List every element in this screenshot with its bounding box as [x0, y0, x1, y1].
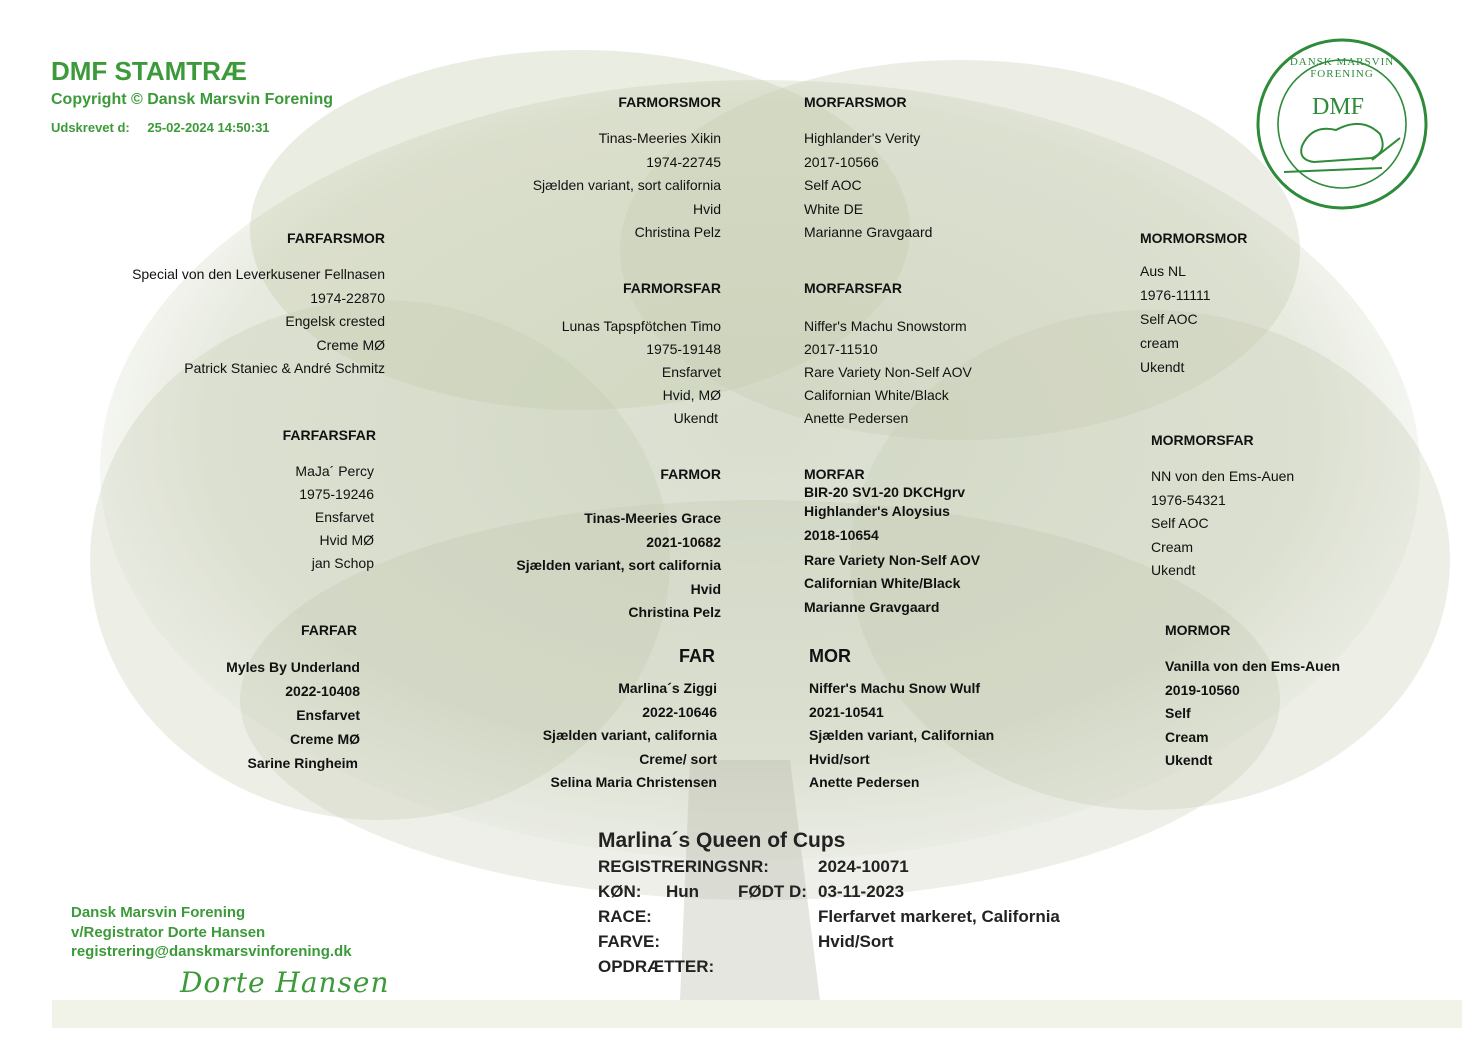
ancestor-heading: FARFARSFAR: [282, 427, 376, 443]
ancestor-race: Sjælden variant, california: [542, 727, 717, 743]
race-label: RACE:: [598, 907, 652, 926]
ancestor-reg: 1976-54321: [1151, 491, 1226, 508]
ancestor-heading: MORFAR: [804, 466, 865, 482]
ancestor-race: Sjælden variant, Californian: [809, 727, 995, 743]
ancestor-reg: 2021-10541: [809, 703, 884, 720]
logo-ring-text: DANSK MARSVIN FORENING: [1289, 56, 1395, 80]
ancestor-name: Aus NL: [1140, 263, 1186, 279]
ancestor-race: Ensfarvet: [661, 364, 721, 380]
ancestor-breeder: Marianne Gravgaard: [804, 599, 940, 615]
ancestor-name: Tinas-Meeries Xikin: [598, 130, 721, 146]
ancestor-heading: FARMORSMOR: [618, 94, 721, 110]
animal-race-row: [598, 907, 1060, 932]
ancestor-reg: 2017-10566: [804, 153, 879, 170]
ancestor-name: Niffer's Machu Snowstorm: [804, 318, 967, 334]
ancestor-reg: 1975-19246: [299, 486, 374, 502]
ancestor-heading: MORFARSFAR: [804, 280, 902, 296]
ancestor-heading: MORMORSMOR: [1140, 230, 1248, 246]
ancestor-breeder: Christina Pelz: [634, 224, 721, 240]
ancestor-mormor: [1165, 621, 1340, 773]
ancestor-color: Creme MØ: [289, 731, 360, 747]
ancestor-race: Self AOC: [1140, 311, 1198, 327]
ancestor-color: Hvid: [692, 200, 721, 217]
ancestor-heading: MORFARSMOR: [804, 94, 907, 110]
ancestor-breeder: Patrick Staniec & André Schmitz: [184, 360, 385, 376]
ancestor-breeder: jan Schop: [311, 555, 374, 571]
ancestor-color: Californian White/Black: [804, 387, 949, 403]
ancestor-name: Special von den Leverkusener Fellnasen: [132, 266, 385, 282]
ancestor-breeder: Anette Pedersen: [804, 410, 909, 426]
print-date: [51, 120, 284, 135]
animal-sex-row: [598, 882, 905, 907]
ancestor-breeder: Ukendt: [1165, 752, 1213, 768]
ancestor-morfarsmor: [804, 93, 932, 245]
animal-reg-row: [598, 857, 909, 882]
ancestor-far: [543, 647, 717, 795]
logo-text: [1262, 48, 1422, 208]
reg-label: REGISTRERINGSNR:: [598, 857, 769, 876]
print-date-value: 25-02-2024 14:50:31: [147, 120, 270, 135]
ancestor-mormorsmor: [1140, 229, 1247, 379]
color-value: Hvid/Sort: [818, 932, 894, 951]
ancestor-mor: [809, 647, 994, 795]
animal-name: Marlina´s Queen of Cups: [598, 829, 846, 852]
footer-org: Dansk Marsvin Forening: [71, 904, 246, 921]
copyright: Copyright © Dansk Marsvin Forening: [51, 91, 334, 108]
ancestor-name: NN von den Ems-Auen: [1151, 468, 1295, 484]
ancestor-color: Cream: [1151, 538, 1194, 555]
ancestor-farmor: [516, 465, 721, 625]
ancestor-reg: 2022-10408: [285, 683, 360, 699]
ancestor-breeder: Christina Pelz: [628, 604, 721, 620]
ancestor-color: Hvid/sort: [809, 750, 870, 767]
ancestor-color: Cream: [1165, 728, 1209, 745]
animal-info: [598, 829, 1060, 982]
ancestor-name: Myles By Underland: [226, 659, 360, 675]
footer-email[interactable]: registrering@danskmarsvinforening.dk: [71, 943, 352, 960]
ancestor-title: BIR-20 SV1-20 DKCHgrv: [804, 484, 966, 500]
ancestor-farfarsmor: [132, 229, 385, 381]
ancestor-reg: 1974-22870: [310, 289, 385, 306]
ancestor-heading: MORMOR: [1165, 622, 1231, 638]
born-value: 03-11-2023: [818, 882, 905, 901]
ancestor-heading: FAR: [679, 646, 715, 666]
ancestor-name: Vanilla von den Ems-Auen: [1165, 658, 1341, 674]
ancestor-name: Highlander's Verity: [804, 130, 921, 146]
ancestor-reg: 2019-10560: [1165, 681, 1240, 698]
ancestor-breeder: Anette Pedersen: [809, 774, 920, 790]
footer-contact: [71, 903, 352, 962]
page-title: DMF STAMTRÆ: [51, 56, 247, 86]
ancestor-reg: 1975-19148: [646, 341, 721, 357]
animal-color-row: [598, 932, 894, 957]
ancestor-farfar: [226, 621, 360, 775]
signature: Dorte Hansen: [180, 966, 390, 999]
sex-label: KØN:: [598, 882, 642, 901]
ancestor-breeder: Ukendt: [1151, 562, 1196, 578]
ancestor-color: Californian White/Black: [804, 575, 961, 591]
ancestor-race: Self AOC: [804, 177, 862, 193]
race-value: Flerfarvet markeret, California: [818, 907, 1060, 926]
ancestor-farfarsfar: [283, 426, 374, 575]
ancestor-race: Sjælden variant, sort california: [516, 557, 721, 573]
reg-value: 2024-10071: [818, 857, 909, 876]
animal-breeder-row: [598, 957, 845, 982]
ancestor-color: Hvid MØ: [319, 532, 374, 548]
logo-initials: DMF: [1312, 94, 1365, 120]
born-label: FØDT D:: [738, 882, 807, 901]
ancestor-name: Highlander's Aloysius: [804, 503, 950, 519]
ancestor-name: Lunas Tapspfötchen Timo: [561, 318, 721, 334]
footer-registrar: v/Registrator Dorte Hansen: [71, 923, 266, 941]
ancestor-reg: 2021-10682: [646, 533, 721, 550]
ancestor-heading: MORMORSFAR: [1151, 432, 1254, 448]
ancestor-reg: 1974-22745: [646, 153, 721, 170]
ancestor-name: Marlina´s Ziggi: [618, 680, 717, 696]
ancestor-heading: FARMORSFAR: [623, 280, 721, 296]
ancestor-race: Self: [1165, 705, 1191, 721]
ancestor-color: Hvid, MØ: [662, 387, 721, 403]
ancestor-breeder: Ukendt: [1140, 359, 1185, 375]
ancestor-race: Rare Variety Non-Self AOV: [804, 552, 981, 568]
color-label: FARVE:: [598, 932, 661, 951]
sex-value: Hun: [666, 882, 700, 901]
ancestor-morfar: [804, 465, 980, 618]
ancestor-race: Self AOC: [1151, 515, 1209, 531]
ancestor-name: MaJa´ Percy: [295, 463, 374, 479]
ancestor-heading: MOR: [809, 646, 851, 666]
ancestor-race: Sjælden variant, sort california: [532, 177, 721, 193]
ancestor-name: Niffer's Machu Snow Wulf: [809, 680, 981, 696]
ancestor-color: White DE: [804, 200, 864, 217]
ancestor-farmorsmor: [533, 93, 721, 245]
ancestor-breeder: Selina Maria Christensen: [550, 774, 717, 790]
ancestor-reg: 1976-11111: [1140, 287, 1211, 303]
ancestor-race: Ensfarvet: [314, 509, 374, 525]
ancestor-heading: FARMOR: [660, 466, 721, 482]
ancestor-reg: 2017-11510: [804, 341, 878, 357]
ancestor-morfarsfar: [804, 279, 972, 430]
ancestor-mormorsfar: [1151, 431, 1294, 583]
ancestor-color: Creme/ sort: [639, 750, 717, 767]
ancestor-reg: 2022-10646: [642, 703, 717, 720]
ancestor-breeder: Marianne Gravgaard: [804, 224, 933, 240]
print-date-label: Udskrevet d:: [51, 120, 130, 135]
ancestor-color: Creme MØ: [316, 336, 385, 353]
ancestor-race: Ensfarvet: [296, 707, 360, 723]
ancestor-color: Hvid: [690, 580, 721, 597]
ancestor-heading: FARFARSMOR: [287, 230, 385, 246]
ancestor-race: Engelsk crested: [285, 313, 385, 329]
ancestor-reg: 2018-10654: [804, 527, 879, 543]
ancestor-farmorsfar: [562, 279, 721, 430]
ancestor-breeder: Sarine Ringheim: [247, 755, 358, 771]
ancestor-breeder: Ukendt: [673, 410, 718, 426]
ancestor-color: cream: [1140, 335, 1179, 351]
ancestor-name: Tinas-Meeries Grace: [584, 510, 721, 526]
ancestor-race: Rare Variety Non-Self AOV: [804, 364, 972, 380]
breeder-label: OPDRÆTTER:: [598, 957, 715, 976]
ancestor-heading: FARFAR: [301, 622, 357, 638]
